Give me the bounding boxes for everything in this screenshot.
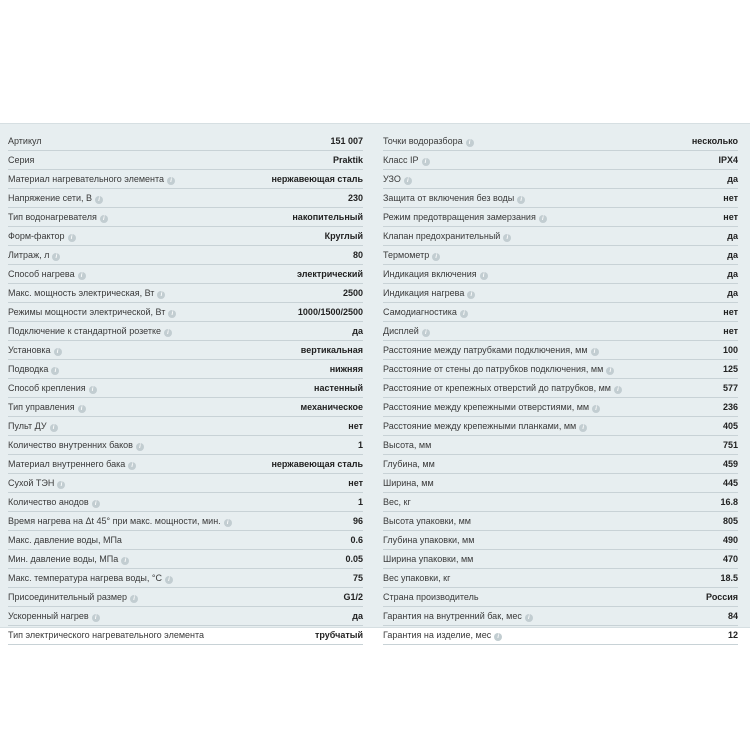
spec-label bbox=[383, 227, 511, 245]
info-icon[interactable]: i bbox=[606, 367, 614, 375]
spec-value: электрический bbox=[297, 269, 363, 279]
spec-label-text: Количество внутренних баков bbox=[8, 440, 133, 450]
spec-row bbox=[383, 550, 738, 569]
spec-label bbox=[8, 512, 232, 530]
spec-label-text: Ширина упаковки, мм bbox=[383, 554, 474, 564]
spec-row bbox=[383, 626, 738, 645]
spec-row bbox=[8, 227, 363, 246]
spec-label bbox=[383, 246, 440, 264]
specifications-panel bbox=[0, 123, 750, 640]
spec-label bbox=[8, 208, 108, 226]
spec-value: 2500 bbox=[342, 288, 363, 298]
info-icon[interactable]: i bbox=[460, 310, 468, 318]
info-icon[interactable]: i bbox=[95, 196, 103, 204]
spec-value: да bbox=[727, 269, 738, 279]
spec-label bbox=[383, 436, 431, 454]
info-icon[interactable]: i bbox=[432, 253, 440, 261]
spec-row bbox=[8, 246, 363, 265]
specs-column-right bbox=[383, 132, 738, 645]
spec-row bbox=[383, 189, 738, 208]
spec-value: нет bbox=[723, 193, 738, 203]
info-icon[interactable]: i bbox=[78, 405, 86, 413]
info-icon[interactable]: i bbox=[92, 500, 100, 508]
spec-value: нет bbox=[723, 326, 738, 336]
spec-value: нержавеющая сталь bbox=[271, 459, 363, 469]
spec-label bbox=[383, 531, 474, 549]
spec-value: нет bbox=[348, 478, 363, 488]
spec-value: нет bbox=[723, 212, 738, 222]
spec-label-text: Макс. давление воды, МПа bbox=[8, 535, 122, 545]
spec-label-text: Подводка bbox=[8, 364, 49, 374]
spec-label-text: Гарантия на изделие, мес bbox=[383, 630, 492, 640]
spec-label bbox=[8, 303, 176, 321]
spec-row bbox=[383, 284, 738, 303]
spec-value: 12 bbox=[727, 630, 738, 640]
spec-value: нет bbox=[723, 307, 738, 317]
spec-label bbox=[8, 360, 59, 378]
spec-value: 1 bbox=[357, 497, 363, 507]
spec-row bbox=[8, 550, 363, 569]
info-icon[interactable]: i bbox=[579, 424, 587, 432]
spec-row bbox=[8, 132, 363, 151]
spec-value: 125 bbox=[722, 364, 738, 374]
spec-label bbox=[383, 417, 587, 435]
spec-value: 84 bbox=[727, 611, 738, 621]
spec-label-text: Материал нагревательного элемента bbox=[8, 174, 165, 184]
spec-row bbox=[8, 284, 363, 303]
spec-value: да bbox=[727, 174, 738, 184]
spec-label bbox=[8, 550, 129, 568]
info-icon[interactable]: i bbox=[89, 386, 97, 394]
spec-value: 236 bbox=[722, 402, 738, 412]
spec-row bbox=[383, 436, 738, 455]
spec-row bbox=[8, 360, 363, 379]
spec-label-text: УЗО bbox=[383, 174, 401, 184]
spec-row bbox=[383, 569, 738, 588]
spec-label-text: Способ крепления bbox=[8, 383, 86, 393]
spec-row bbox=[8, 208, 363, 227]
spec-label bbox=[8, 417, 58, 435]
spec-value: G1/2 bbox=[343, 592, 363, 602]
spec-label bbox=[8, 474, 65, 492]
spec-row bbox=[8, 265, 363, 284]
spec-value: 151 007 bbox=[330, 136, 363, 146]
spec-label-text: Клапан предохранительный bbox=[383, 231, 501, 241]
spec-label bbox=[8, 284, 165, 302]
spec-label-text: Расстояние от стены до патрубков подключения, мм bbox=[383, 364, 604, 374]
spec-label-text: Расстояние между патрубками подключения, мм bbox=[383, 345, 588, 355]
spec-row bbox=[383, 265, 738, 284]
spec-label-text: Расстояние между крепежными отверстиями, мм bbox=[383, 402, 590, 412]
spec-label bbox=[383, 208, 547, 226]
spec-value: 0.05 bbox=[345, 554, 363, 564]
info-icon[interactable]: i bbox=[121, 557, 129, 565]
spec-row bbox=[383, 227, 738, 246]
spec-value: IPX4 bbox=[718, 155, 738, 165]
spec-label bbox=[383, 550, 473, 568]
spec-value: 0.6 bbox=[350, 535, 363, 545]
spec-label bbox=[8, 569, 173, 587]
spec-value: нижняя bbox=[329, 364, 363, 374]
spec-label-text: Гарантия на внутренний бак, мес bbox=[383, 611, 522, 621]
spec-row bbox=[8, 588, 363, 607]
spec-row bbox=[383, 493, 738, 512]
spec-label-text: Макс. температура нагрева воды, °С bbox=[8, 573, 162, 583]
spec-label bbox=[383, 322, 430, 340]
spec-value: настенный bbox=[314, 383, 363, 393]
spec-label-text: Литраж, л bbox=[8, 250, 50, 260]
spec-row bbox=[383, 360, 738, 379]
spec-label bbox=[383, 284, 475, 302]
spec-label bbox=[383, 303, 468, 321]
spec-label bbox=[8, 607, 100, 625]
spec-value: Praktik bbox=[332, 155, 363, 165]
spec-row bbox=[8, 512, 363, 531]
spec-label-text: Индикация включения bbox=[383, 269, 477, 279]
spec-label-text: Дисплей bbox=[383, 326, 419, 336]
spec-label bbox=[383, 569, 450, 587]
spec-label bbox=[8, 398, 86, 416]
spec-label bbox=[383, 189, 525, 207]
spec-label bbox=[8, 436, 144, 454]
specs-column-left bbox=[8, 132, 363, 645]
info-icon[interactable]: i bbox=[100, 215, 108, 223]
spec-label bbox=[8, 588, 138, 606]
spec-row bbox=[383, 531, 738, 550]
spec-row bbox=[8, 474, 363, 493]
spec-label-text: Материал внутреннего бака bbox=[8, 459, 126, 469]
spec-row bbox=[383, 607, 738, 626]
spec-row bbox=[8, 531, 363, 550]
info-icon[interactable]: i bbox=[168, 310, 176, 318]
spec-row bbox=[8, 436, 363, 455]
spec-label-text: Время нагрева на Δt 45° при макс. мощности, мин. bbox=[8, 516, 221, 526]
info-icon[interactable]: i bbox=[539, 215, 547, 223]
spec-label-text: Расстояние между крепежными планками, мм bbox=[383, 421, 577, 431]
spec-label-text: Ширина, мм bbox=[383, 478, 434, 488]
spec-value: Россия bbox=[706, 592, 738, 602]
spec-row bbox=[383, 170, 738, 189]
spec-label-text: Серия bbox=[8, 155, 35, 165]
info-icon[interactable]: i bbox=[592, 405, 600, 413]
spec-label bbox=[383, 379, 622, 397]
info-icon[interactable]: i bbox=[467, 291, 475, 299]
spec-label bbox=[383, 474, 434, 492]
spec-value: 405 bbox=[722, 421, 738, 431]
spec-label-text: Тип управления bbox=[8, 402, 75, 412]
spec-row bbox=[8, 493, 363, 512]
spec-row bbox=[8, 189, 363, 208]
spec-label-text: Пульт ДУ bbox=[8, 421, 47, 431]
info-icon[interactable]: i bbox=[128, 462, 136, 470]
spec-label-text: Высота упаковки, мм bbox=[383, 516, 471, 526]
spec-label bbox=[8, 132, 42, 150]
spec-value: трубчатый bbox=[315, 630, 363, 640]
spec-value: 100 bbox=[722, 345, 738, 355]
spec-label bbox=[8, 189, 103, 207]
spec-label-text: Глубина, мм bbox=[383, 459, 435, 469]
spec-row bbox=[8, 170, 363, 189]
spec-label bbox=[8, 265, 86, 283]
spec-label-text: Вес упаковки, кг bbox=[383, 573, 451, 583]
info-icon[interactable]: i bbox=[52, 253, 60, 261]
spec-row bbox=[383, 132, 738, 151]
info-icon[interactable]: i bbox=[422, 329, 430, 337]
spec-row bbox=[383, 379, 738, 398]
spec-value: да bbox=[352, 611, 363, 621]
spec-label-text: Мин. давление воды, МПа bbox=[8, 554, 119, 564]
spec-value: 1000/1500/2500 bbox=[297, 307, 363, 317]
spec-label-text: Макс. мощность электрическая, Вт bbox=[8, 288, 155, 298]
spec-label-text: Способ нагрева bbox=[8, 269, 75, 279]
spec-label-text: Напряжение сети, В bbox=[8, 193, 93, 203]
spec-row bbox=[8, 398, 363, 417]
spec-value: 16.8 bbox=[720, 497, 738, 507]
spec-label bbox=[8, 531, 122, 549]
spec-value: несколько bbox=[691, 136, 738, 146]
spec-label-text: Режимы мощности электрической, Вт bbox=[8, 307, 166, 317]
spec-label bbox=[8, 379, 97, 397]
spec-label bbox=[383, 512, 471, 530]
spec-row bbox=[383, 303, 738, 322]
spec-label-text: Подключение к стандартной розетке bbox=[8, 326, 161, 336]
spec-row bbox=[383, 398, 738, 417]
info-icon[interactable]: i bbox=[51, 367, 59, 375]
info-icon[interactable]: i bbox=[78, 272, 86, 280]
info-icon[interactable]: i bbox=[224, 519, 232, 527]
info-icon[interactable]: i bbox=[164, 329, 172, 337]
info-icon[interactable]: i bbox=[130, 595, 138, 603]
spec-value: Круглый bbox=[324, 231, 363, 241]
spec-row bbox=[8, 341, 363, 360]
spec-row bbox=[383, 455, 738, 474]
spec-value: 18.5 bbox=[720, 573, 738, 583]
spec-value: 230 bbox=[347, 193, 363, 203]
spec-value: нет bbox=[348, 421, 363, 431]
info-icon[interactable]: i bbox=[422, 158, 430, 166]
spec-label-text: Индикация нагрева bbox=[383, 288, 465, 298]
spec-value: 1 bbox=[357, 440, 363, 450]
spec-label bbox=[8, 227, 76, 245]
spec-value: нержавеющая сталь bbox=[271, 174, 363, 184]
spec-value: 470 bbox=[722, 554, 738, 564]
spec-row bbox=[383, 322, 738, 341]
spec-label-text: Страна производитель bbox=[383, 592, 479, 602]
spec-label-text: Вес, кг bbox=[383, 497, 411, 507]
spec-label bbox=[383, 170, 412, 188]
spec-value: 445 bbox=[722, 478, 738, 488]
info-icon[interactable]: i bbox=[591, 348, 599, 356]
info-icon[interactable]: i bbox=[68, 234, 76, 242]
spec-label-text: Точки водоразбора bbox=[383, 136, 463, 146]
spec-row bbox=[8, 569, 363, 588]
info-icon[interactable]: i bbox=[167, 177, 175, 185]
spec-value: да bbox=[352, 326, 363, 336]
spec-row bbox=[8, 151, 363, 170]
spec-label bbox=[8, 322, 172, 340]
spec-label bbox=[383, 132, 474, 150]
spec-label bbox=[383, 360, 614, 378]
spec-row bbox=[383, 208, 738, 227]
spec-row bbox=[383, 512, 738, 531]
info-icon[interactable]: i bbox=[517, 196, 525, 204]
spec-label bbox=[8, 246, 60, 264]
spec-value: 80 bbox=[352, 250, 363, 260]
spec-value: накопительный bbox=[292, 212, 363, 222]
spec-label bbox=[383, 341, 599, 359]
spec-label bbox=[383, 626, 502, 644]
spec-label-text: Сухой ТЭН bbox=[8, 478, 55, 488]
spec-label bbox=[383, 607, 533, 625]
spec-value: 459 bbox=[722, 459, 738, 469]
spec-value: да bbox=[727, 288, 738, 298]
spec-row bbox=[8, 322, 363, 341]
spec-value: вертикальная bbox=[300, 345, 363, 355]
spec-row bbox=[383, 588, 738, 607]
spec-label-text: Термометр bbox=[383, 250, 430, 260]
spec-row bbox=[8, 303, 363, 322]
spec-row bbox=[8, 455, 363, 474]
spec-row bbox=[8, 379, 363, 398]
spec-value: 75 bbox=[352, 573, 363, 583]
spec-row bbox=[8, 417, 363, 436]
info-icon[interactable]: i bbox=[165, 576, 173, 584]
spec-label-text: Тип электрического нагревательного элемента bbox=[8, 630, 205, 640]
spec-label bbox=[383, 455, 435, 473]
spec-label-text: Глубина упаковки, мм bbox=[383, 535, 475, 545]
spec-label-text: Тип водонагревателя bbox=[8, 212, 97, 222]
info-icon[interactable]: i bbox=[503, 234, 511, 242]
spec-row bbox=[383, 151, 738, 170]
spec-row bbox=[383, 246, 738, 265]
spec-label-text: Ускоренный нагрев bbox=[8, 611, 89, 621]
spec-label-text: Расстояние от крепежных отверстий до патрубков, мм bbox=[383, 383, 611, 393]
info-icon[interactable]: i bbox=[614, 386, 622, 394]
spec-label bbox=[8, 341, 62, 359]
info-icon[interactable]: i bbox=[494, 633, 502, 641]
info-icon[interactable]: i bbox=[157, 291, 165, 299]
spec-row bbox=[383, 417, 738, 436]
spec-label bbox=[8, 455, 136, 473]
spec-label bbox=[383, 493, 411, 511]
info-icon[interactable]: i bbox=[54, 348, 62, 356]
info-icon[interactable]: i bbox=[525, 614, 533, 622]
spec-value: 490 bbox=[722, 535, 738, 545]
info-icon[interactable]: i bbox=[57, 481, 65, 489]
info-icon[interactable]: i bbox=[404, 177, 412, 185]
spec-label-text: Форм-фактор bbox=[8, 231, 65, 241]
spec-label bbox=[8, 151, 34, 169]
spec-label bbox=[8, 626, 204, 644]
spec-value: 751 bbox=[722, 440, 738, 450]
spec-label-text: Установка bbox=[8, 345, 51, 355]
spec-label bbox=[8, 170, 175, 188]
spec-row bbox=[383, 474, 738, 493]
spec-label bbox=[383, 588, 479, 606]
spec-value: да bbox=[727, 231, 738, 241]
spec-label-text: Режим предотвращения замерзания bbox=[383, 212, 536, 222]
info-icon[interactable]: i bbox=[92, 614, 100, 622]
spec-label bbox=[383, 265, 488, 283]
spec-label-text: Артикул bbox=[8, 136, 42, 146]
spec-label-text: Защита от включения без воды bbox=[383, 193, 515, 203]
info-icon[interactable]: i bbox=[480, 272, 488, 280]
spec-value: 805 bbox=[722, 516, 738, 526]
spec-label-text: Присоединительный размер bbox=[8, 592, 128, 602]
spec-label bbox=[383, 398, 600, 416]
info-icon[interactable]: i bbox=[136, 443, 144, 451]
spec-value: да bbox=[727, 250, 738, 260]
info-icon[interactable]: i bbox=[466, 139, 474, 147]
spec-row bbox=[8, 626, 363, 645]
spec-value: механическое bbox=[300, 402, 363, 412]
spec-label-text: Высота, мм bbox=[383, 440, 432, 450]
spec-label bbox=[8, 493, 100, 511]
spec-label-text: Самодиагностика bbox=[383, 307, 457, 317]
spec-label-text: Количество анодов bbox=[8, 497, 89, 507]
spec-row bbox=[8, 607, 363, 626]
info-icon[interactable]: i bbox=[50, 424, 58, 432]
spec-label bbox=[383, 151, 430, 169]
spec-label-text: Класс IP bbox=[383, 155, 419, 165]
spec-value: 96 bbox=[352, 516, 363, 526]
spec-value: 577 bbox=[722, 383, 738, 393]
spec-row bbox=[383, 341, 738, 360]
